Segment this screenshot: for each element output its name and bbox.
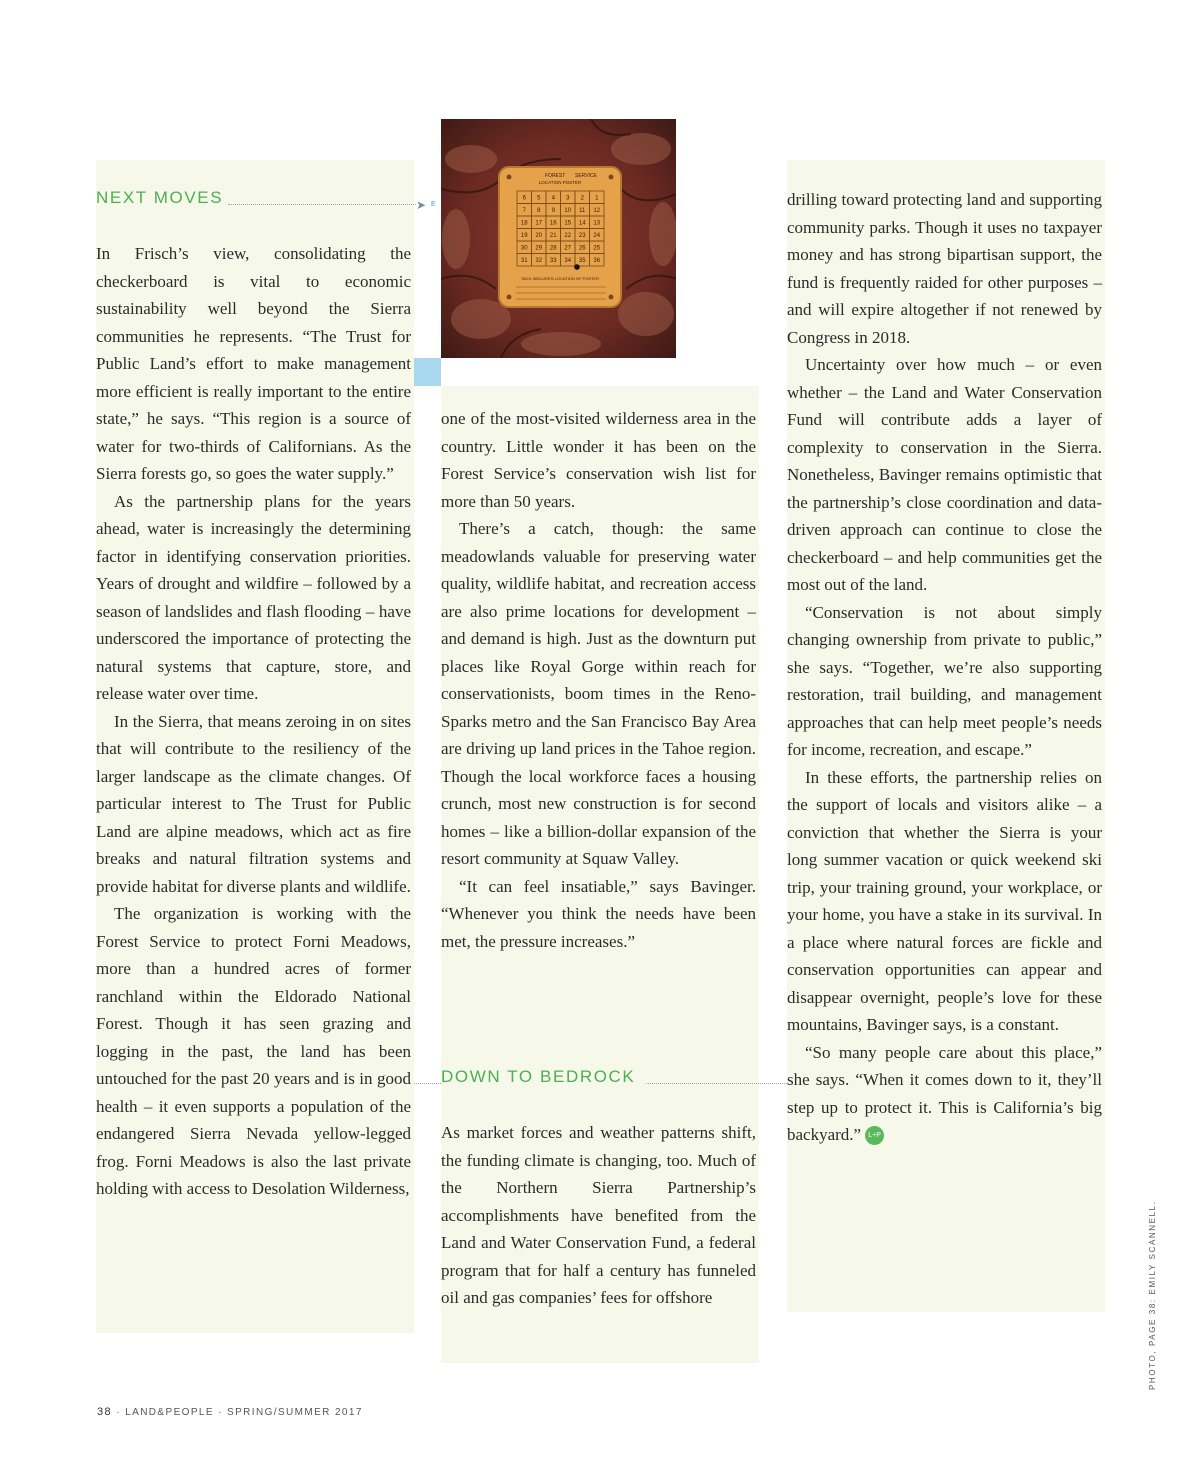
poster-grid-number: 5 [537,195,541,202]
poster-grid-number: 17 [535,220,543,227]
publication-name: LAND&PEOPLE [125,1407,214,1418]
poster-grid-number: 7 [522,207,526,214]
paragraph: As the partnership plans for the years ahead, water is increasingly the determining factor in identifying conservation priorities. Years of drought and wildfire – followed by a season of landslides and flash flooding – have underscored the importance of protecting the natural systems that capture, store, and release water over time. [96,491,411,703]
footer-separator: · [116,1407,121,1418]
paragraph: one of the most-visited wilderness area in the country. Little wonder it has been on the Forest Service’s conservation wish list for more than 50 years. [441,409,756,511]
poster-grid-number: 30 [520,245,528,252]
page-number: 38 [97,1406,113,1418]
paragraph: In the Sierra, that means zeroing in on sites that will contribute to the resiliency of the larger landscape as the climate changes. Of particular interest to The Trust for Public Land are alpine meadows, which act as fire breaks and natural filtration systems and provide habitat for diverse plants and wildlife. [96,711,411,896]
poster-grid-number: 20 [535,232,543,239]
poster-grid-number: 18 [520,220,528,227]
poster-grid-number: 9 [551,207,555,214]
poster-grid-number: 8 [537,207,541,214]
arrow-icon: ➤ [416,198,427,212]
compass-label: E [431,201,436,208]
paragraph: As market forces and weather patterns shift, the funding climate is changing, too. Much of the Northern Sierra Partnership’s accomplishments have benefited from the Land and Water Conservation Fund, a federal program that for half a century has funneled oil and gas companies’ fees for offshore [441,1123,756,1307]
poster-grid-number: 14 [578,220,586,227]
footer-separator: · [218,1407,223,1418]
heading-next-moves: NEXT MOVES [96,188,224,207]
paragraph: In these efforts, the partnership relies on the support of locals and visitors alike – a conviction that whether the Sierra is your long summer vacation or quick weekend ski trip, your training ground, your workplace, or your home, you have a stake in its survival. In a place where natural forces are fickle and conservation opportunities can appear and disappear overnight, people’s love for these mountains, Bavinger says, is a constant. [787,767,1102,1034]
blue-accent-tab [414,358,441,386]
paragraph: Uncertainty over how much – or even whether – the Land and Water Conservation Fund will contribute adds a layer of complexity to conservation in the Sierra. Nonetheless, Bavinger remains optimistic that the partnership’s close coordination and data-driven approach can continue to close the checkerboard – and help communities get the most out of the land. [787,355,1102,594]
page-footer [97,1406,363,1418]
paragraph-text: “So many people care about this place,” she says. “When it comes down to it, they’ll step up to protect it. This is California’s big backyard.” [787,1042,1102,1144]
poster-grid-number: 27 [564,245,572,252]
poster-grid-number: 16 [549,220,557,227]
end-mark-logo-icon: L+P [865,1126,884,1145]
photo-credit: PHOTO, PAGE 38: EMILY SCANNELL. [1148,1200,1157,1390]
paragraph [787,1039,1102,1149]
column-2-text-bottom [441,1119,756,1312]
poster-grid-number: 31 [520,257,528,264]
poster-grid-number: 3 [566,195,570,202]
poster-grid-number: 21 [549,232,557,239]
paragraph: The organization is working with the Forest Service to protect Forni Meadows, more than a hundred acres of former ranchland within the Eldorado National Forest. Though it has seen grazing and logging in the past, the land has been untouched for the past 20 years and is in good health – it even supports a population of the endangered Sierra Nevada yellow-legged frog. Forni Meadows is also the last private holding with access to Desolation Wilderness, [96,904,411,1198]
poster-grid-number: 4 [551,195,555,202]
poster-grid-number: 32 [535,257,543,264]
poster-grid-number: 28 [549,245,557,252]
heading-rule [228,204,416,205]
heading-rule-left [414,1083,441,1084]
poster-grid-number: 29 [535,245,543,252]
poster-grid-number: 13 [593,220,601,227]
poster-grid-number: 11 [579,207,586,214]
poster-grid-number: 34 [564,257,572,264]
bark-with-poster-image [441,119,676,358]
poster-title-2: SERVICE [575,173,597,179]
poster-grid-number: 26 [578,245,586,252]
poster-grid-number: 15 [564,220,572,227]
paragraph: drilling toward protecting land and supporting community parks. Though it uses no taxpayer money and has strong bipartisan support, the fund is frequently raided for other purposes – and will expire altogether if not renewed by Congress in 2018. [787,190,1102,347]
column-2-text-top [441,405,756,955]
poster-title-1: FOREST [545,173,566,179]
poster-grid-number: 10 [564,207,572,214]
paragraph: In Frisch’s view, consolidating the checkerboard is vital to economic sustainability well beyond the Sierra communities he represents. “The Trust for Public Land’s effort to make management more efficient is really important to the entire state,” he says. “This region is a source of water for two-thirds of Californians. As the Sierra forests go, so goes the water supply.” [96,244,411,483]
poster-grid-number: 1 [595,195,599,202]
heading-rule-right [646,1083,787,1084]
poster-grid-number: 24 [593,232,601,239]
poster-grid-number: 2 [580,195,584,202]
issue-label: SPRING/SUMMER 2017 [227,1407,363,1418]
column-3-text [787,186,1102,1149]
poster-grid-number: 36 [593,257,601,264]
poster-grid-number: 19 [520,232,528,239]
heading-down-to-bedrock: DOWN TO BEDROCK [441,1067,636,1086]
paragraph: “It can feel insatiable,” says Bavinger. “Whenever you think the needs have been met, the pressure increases.” [441,876,756,951]
poster-grid-number: 25 [593,245,601,252]
poster-grid-number: 35 [578,257,586,264]
poster-grid-number: 23 [578,232,586,239]
poster-grid-number: 12 [593,207,601,214]
poster-grid-number: 33 [549,257,557,264]
poster-caption: TACK INDICATES LOCATION OF POSTER [520,276,600,281]
forest-service-poster-photo [441,119,676,358]
paragraph: There’s a catch, though: the same meadowlands valuable for preserving water quality, wildlife habitat, and recreation access are also prime locations for development – and demand is high. Just as the downturn put places like Royal Gorge within reach for conservationists, boom times in the Reno-Sparks metro and the San Francisco Bay Area are driving up land prices in the Tahoe region. Though the local workforce faces a housing crunch, most new construction is for second homes – like a billion-dollar expansion of the resort community at Squaw Valley. [441,519,756,868]
poster-grid-number: 6 [522,195,526,202]
paragraph: “Conservation is not about simply changing ownership from private to public,” she says. “Together, we’re also supporting restoration, trail building, and management approaches that can help meet people’s needs for income, recreation, and escape.” [787,602,1102,759]
poster-grid-number: 22 [564,232,572,239]
column-1-text [96,240,411,1203]
poster-subtitle: LOCATION POSTER [538,180,582,185]
